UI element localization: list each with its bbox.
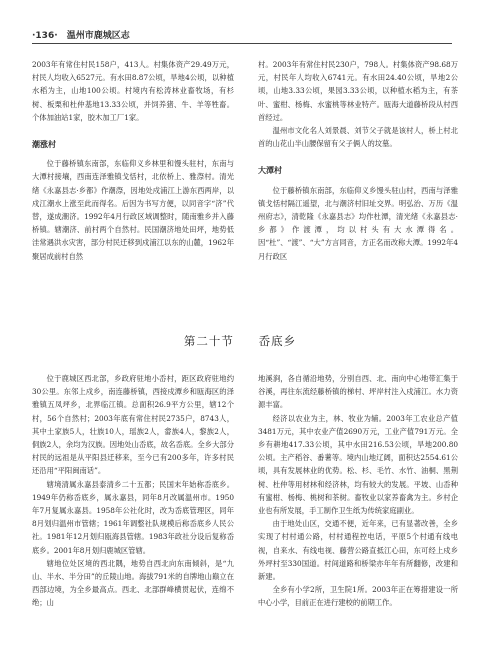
village-heading: 潮涨村 [32,140,56,150]
paragraph: 辖境清属永嘉县泰清乡二十五都；民国末年始称岙底乡。1949年仍称岙底乡，属永嘉县，同年8月改属温州市。1950年7月复属永嘉县。1958年公社化时，改为岙底管理区，同年8月划归温州市管辖；1961年调整社队规模后称岙底乡人民公社。1981年12月划归瓯海县管辖。1983年政社分设后复称岙底乡。2001年8月划归鹿城区管辖。 [32,479,234,555]
paragraph: 由于地处山区，交通不便，近年来，已有显著改善，全乡实现了村村通公路，村村通程控电话，平原5个村通有线电视，自来水、有线电视、藤营公路直抵江心田，东可经上戍乡外坪村至330国道。村间道路和桥梁亦年年有所翻修，改建和新建。 [258,519,458,582]
paragraph: 位于藤桥镇东南部，东临仰义乡林里和馒头驻村，东南与大潭村接壤，西南连泽雅镇戈恬村，北依桥上、雅漈村。清光绪《永嘉县志·乡都》作潮漈，因地处戍浦江上游东西两岸，以戍江潮水上涨至此而得名。后因为书写方便，以同音字“济”代替，遂成潮济。1992年4月行政区域调整时，随南雅乡并入藤桥镇。辖潮济、前村两个自然村。民国潮济地处田坪，地势低洼常遇洪水灾害，部分村民迁移到戍浦江以东的山麓，1962年聚居成前村自然 [32,159,234,261]
paragraph: 辖地位处区境的西北隅，地势自西北向东南倾斜，是“九山、半水、半分田”的丘陵山地。海拔791米的自牌地山巅立在西部边境，为全乡最高点。西北、北部群峰横贯起伏，连绵不绝；山 [32,558,234,608]
section-number: 第二十节 [183,334,234,348]
paragraph: 村。2003年有常住村民230户，798人。村集体资产98.68万元，村民年人均收入6741元。有水田24.40公顷，旱地2公顷，山地3.33公顷，果园3.33公顷，以种植水稻为主，有茶叶、蜜柑、杨梅、水蜜桃等林业特产。瓯海大道藤桥段从村西首经过。 [258,60,458,122]
paragraph: 经济以农业为主，林、牧业为辅。2003年工农业总产值3481万元，其中农业产值2690万元，工业产值791万元。全乡有耕地417.33公顷，其中水田216.53公顷，旱地200.80公顷。主产稻谷、番薯等。境内山地辽阔，面积达2554.61公顷，具有发展林业的优势。松、杉、毛竹、水竹、油桐、黑荆树、杜仲等用材林和经济林，均有较大的发展。平坡、山岙种有蜜柑、杨梅、桃树和茶树。畜牧业以家养畜禽为主。乡村企业也有所发展，手工制作卫生纸为传统家庭副业。 [258,413,458,516]
paragraph: 温州市文化名人刘景晨、刘节父子就是该村人，桥上村北首的山花山半山腰保留有父子俩人的坟墓。 [258,126,458,149]
paragraph: 全乡有小学2所，卫生院1所。2003年正在筹措建设一所中心小学，目前正在进行建校的前期工作。 [258,585,458,608]
header-rule [32,43,452,44]
running-header [32,28,130,41]
paragraph: 地溪涧，各自循沿地势，分别自西、北、南向中心地带汇集于谷溪，再往东流经藤桥镇的梯村、坪岸村注入戍浦江。水力资源丰富。 [258,374,458,410]
paragraph: 2003年有常住村民158户，413人。村集体资产29.49万元，村民人均收入6527元。有水田8.87公顷，旱地4公顷，以种植水稻为主，山地100公顷。村境内有松涛林业畜牧场，有杉树、板栗和杜仲基地13.33公顷，并饲养猪、牛、羊等牲畜。个体加油站1家，胶木加工厂1家。 [32,60,234,122]
section-name: 岙底乡 [258,334,297,348]
column-top-left [32,58,234,263]
paragraph: 位于藤桥镇东南部，东临仰义乡馒头驻山村，西南与泽雅镇戈恬村隔江遥望，北与潮济村旧址交界。明弘治、万历《温州府志》，清乾隆《永嘉县志》均作杜潭，清光绪《永嘉县志·乡都》作渡潭，均以村头有大水潭得名。因“杜”、“渡”、“大”方言同音，方正名而改称大潭。1992年4月行政区 [258,185,458,261]
village-heading: 大潭村 [258,166,282,176]
page-number: ·136· [32,31,58,41]
column-top-right [258,58,458,263]
column-bottom-left [32,372,234,610]
paragraph: 位于鹿城区西北部，乡政府驻地小岙村，距区政府驻地约30公里。东邻上戍乡，南连藤桥镇，西接戍潭乡和瓯海区的泽雅镇五凤坪乡，北界临江镇。总面积26.9平方公里，辖12个村，56个自然村；2003年底有常住村民2735户，8743人，其中土家族5人，壮族10人，瑶族2人，畲族4人，黎族2人，侗族2人，余均为汉族。因地处山岙底，故名岙底。全乡大部分村民的远祖是从平阳县迁移来，至今已有200多年，许多村民还沿用“平阳闽南话”。 [32,374,234,476]
section-heading [0,333,480,349]
column-bottom-right [258,372,458,610]
book-title: 温州市鹿城区志 [66,31,130,41]
